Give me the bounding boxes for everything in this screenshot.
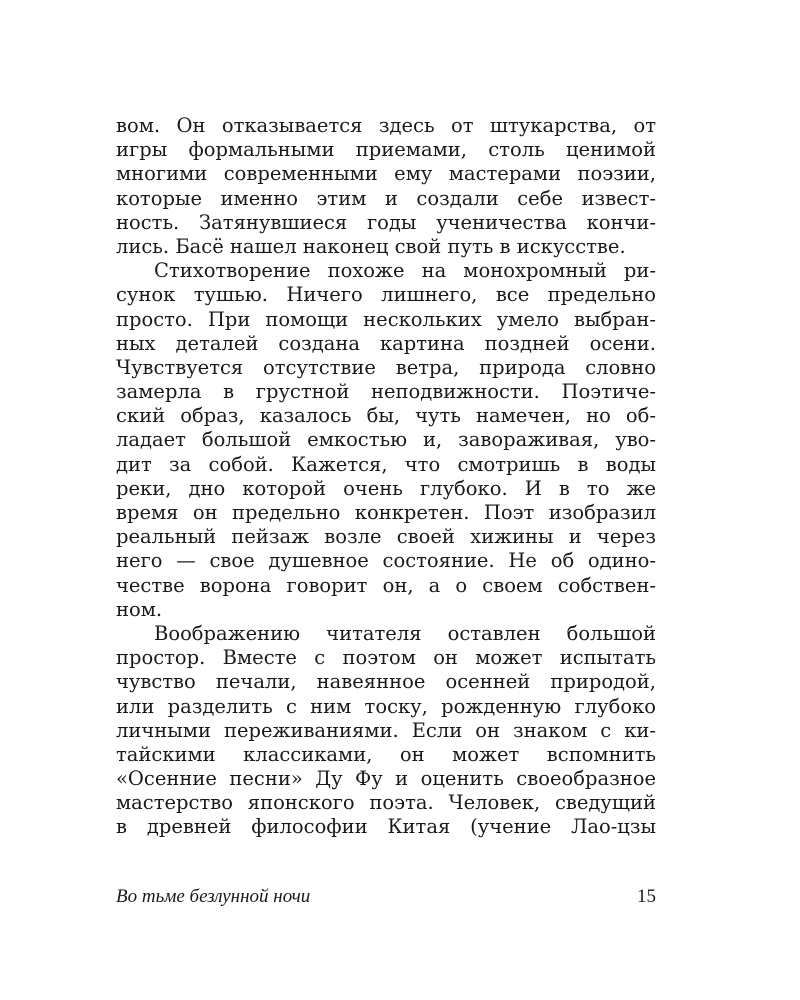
text-line: сунок тушью. Ничего лишнего, все предельно [116, 283, 656, 307]
text-line: время он предельно конкретен. Поэт изобразил [116, 501, 656, 524]
running-title: Во тьме безлунной ночи [116, 886, 311, 907]
text-line: ность. Затянувшиеся годы ученичества кончи- [116, 210, 656, 234]
text-line: Чувствуется отсутствие ветра, природа словно [116, 355, 656, 379]
page-footer [116, 886, 656, 912]
text-line: или разделить с ним тоску, рожденную глубоко [116, 694, 656, 718]
paragraph [116, 259, 656, 622]
text-line: честве ворона говорит он, а о своем собствен- [116, 573, 656, 597]
text-line: Воображению читателя оставлен большой [154, 621, 656, 645]
body-text [116, 114, 656, 840]
text-line: которые именно этим и создали себе извест- [116, 186, 656, 210]
paragraph [116, 622, 656, 840]
text-line: него — свое душевное состояние. Не об одино- [116, 549, 656, 573]
text-line: чувство печали, навеянное осенней природой, [116, 670, 656, 694]
text-line: вом. Он отказывается здесь от штукарства, от [116, 114, 656, 137]
text-line: личными переживаниями. Если он знаком с ки- [116, 718, 656, 742]
text-line: реальный пейзаж возле своей хижины и через [116, 525, 656, 549]
text-line: замерла в грустной неподвижности. Поэтиче- [116, 380, 656, 404]
paragraph [116, 114, 656, 259]
text-line: лись. Басё нашел наконец свой путь в искусстве. [116, 234, 626, 258]
text-line: игры формальными приемами, столь ценимой [116, 138, 656, 162]
text-line: ных деталей создана картина поздней осени. [116, 331, 656, 355]
text-line: ном. [116, 597, 163, 621]
text-line: просто. При помощи нескольких умело выбран- [116, 307, 656, 331]
text-line: реки, дно которой очень глубоко. И в то же [116, 476, 656, 500]
text-line: простор. Вместе с поэтом он может испытать [116, 646, 656, 670]
text-line: «Осенние песни» Ду Фу и оценить своеобразное [116, 767, 656, 791]
text-line: ский образ, казалось бы, чуть намечен, но об- [116, 404, 656, 428]
text-line: мастерство японского поэта. Человек, сведущий [116, 791, 656, 815]
text-line: тайскими классиками, он может вспомнить [116, 742, 656, 766]
text-line: ладает большой емкостью и, завораживая, уво- [116, 428, 656, 452]
page-number: 15 [637, 886, 656, 907]
text-line: дит за собой. Кажется, что смотришь в воды [116, 452, 656, 476]
text-line: многими современными ему мастерами поэзии, [116, 162, 656, 186]
text-line: в древней философии Китая (учение Лао-цзы [116, 815, 656, 839]
text-line: Стихотворение похоже на монохромный ри- [154, 259, 656, 283]
